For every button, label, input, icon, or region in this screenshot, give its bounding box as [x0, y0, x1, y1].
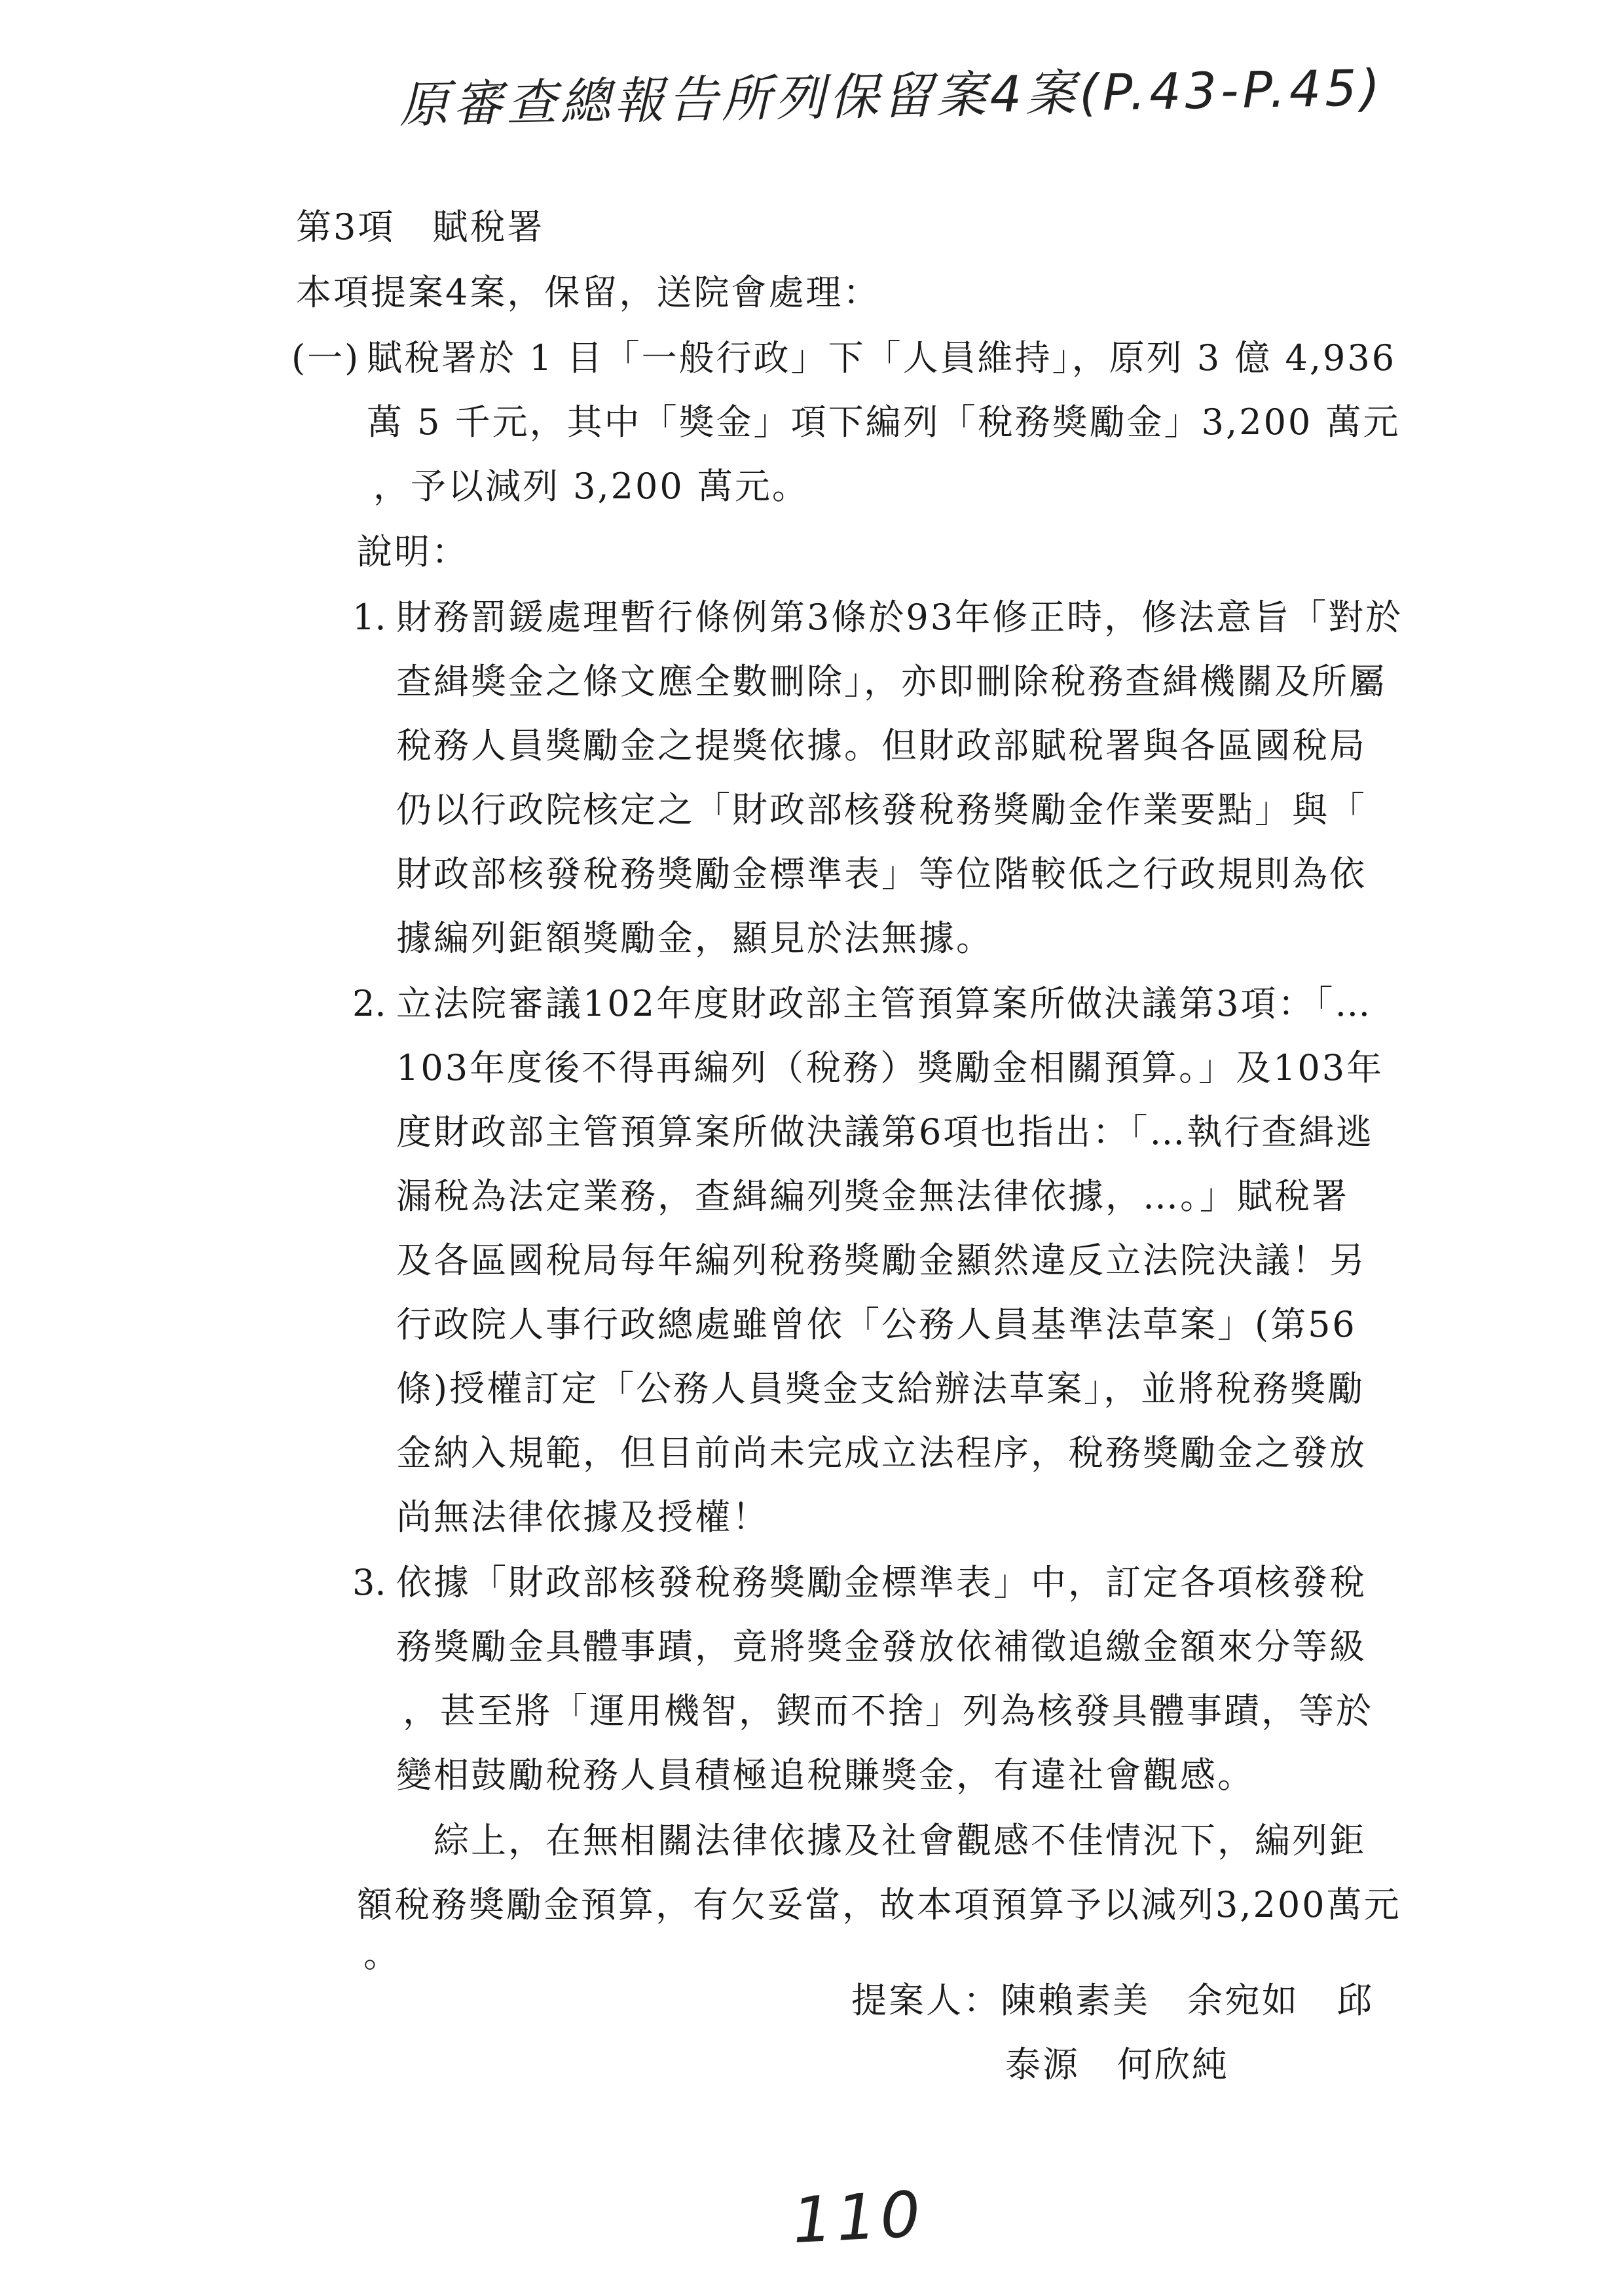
proposer-line: 泰源 何欣純 — [1005, 2044, 1229, 2085]
proposal-line: 賦稅署於 1 目「一般行政」下「人員維持」，原列 3 億 4,936 — [367, 337, 1397, 379]
explanation-label: 說明： — [357, 531, 469, 572]
item-line: 行政院人事行政總處雖曾依「公務人員基準法草案」(第56 — [396, 1304, 1357, 1345]
proposer-line: 提案人：陳賴素美 余宛如 邱 — [851, 1980, 1374, 2021]
summary-line: 額稅務獎勵金預算，有欠妥當，故本項預算予以減列3,200萬元 — [357, 1884, 1401, 1925]
item-line: 依據「財政部核發稅務獎勵金標準表」中，訂定各項核發稅 — [396, 1562, 1367, 1603]
proposal-marker: (一) — [291, 337, 361, 379]
item-line: 據編列鉅額獎勵金，顯見於法無據。 — [396, 917, 993, 959]
section-title: 第3項 賦稅署 — [296, 206, 545, 248]
item-line: 財政部核發稅務獎勵金標準表」等位階較低之行政規則為依 — [396, 853, 1367, 895]
item-line: 務獎勵金具體事蹟，竟將獎金發放依補徵追繳金額來分等級 — [396, 1626, 1367, 1667]
proposal-line: ，予以減列 3,200 萬元。 — [373, 466, 809, 507]
item-line: 金納入規範，但目前尚未完成立法程序，稅務獎勵金之發放 — [396, 1432, 1367, 1473]
item-line: 變相鼓勵稅務人員積極追稅賺獎金，有違社會觀感。 — [396, 1754, 1255, 1796]
item-line: 稅務人員獎勵金之提獎依據。但財政部賦稅署與各區國稅局 — [396, 725, 1367, 766]
item-line: ，甚至將「運用機智，鍥而不捨」列為核發具體事蹟，等於 — [403, 1690, 1373, 1731]
item-line: 尚無法律依據及授權！ — [396, 1496, 769, 1538]
proposal-line: 萬 5 千元，其中「獎金」項下編列「稅務獎勵金」3,200 萬元 — [367, 401, 1401, 443]
item-line: 查緝獎金之條文應全數刪除」，亦即刪除稅務查緝機關及所屬 — [396, 661, 1386, 702]
summary-line: 。 — [363, 1934, 401, 1975]
item-number: 2. — [352, 983, 386, 1024]
handwritten-title: 原審查總報告所列保留案4案(P.43-P.45) — [399, 58, 1384, 134]
section-intro: 本項提案4案，保留，送院會處理： — [296, 272, 881, 313]
item-line: 漏稅為法定業務，查緝編列獎金無法律依據，…。」賦稅署 — [396, 1176, 1349, 1217]
item-line: 仍以行政院核定之「財政部核發稅務獎勵金作業要點」與「 — [396, 789, 1367, 830]
item-number: 1. — [352, 597, 386, 638]
item-line: 財務罰鍰處理暫行條例第3條於93年修正時，修法意旨「對於 — [396, 597, 1403, 638]
page-number: 110 — [790, 2177, 927, 2258]
item-line: 立法院審議102年度財政部主管預算案所做決議第3項：「… — [396, 983, 1373, 1024]
summary-line: 綜上，在無相關法律依據及社會觀感不佳情況下，編列鉅 — [396, 1820, 1367, 1861]
item-line: 條)授權訂定「公務人員獎金支給辦法草案」，並將稅務獎勵 — [396, 1368, 1365, 1409]
item-number: 3. — [352, 1562, 386, 1603]
item-line: 度財政部主管預算案所做決議第6項也指出：「…執行查緝逃 — [396, 1111, 1374, 1153]
item-line: 103年度後不得再編列（稅務）獎勵金相關預算。」及103年 — [396, 1047, 1384, 1088]
item-line: 及各區國稅局每年編列稅務獎勵金顯然違反立法院決議！另 — [396, 1240, 1367, 1281]
